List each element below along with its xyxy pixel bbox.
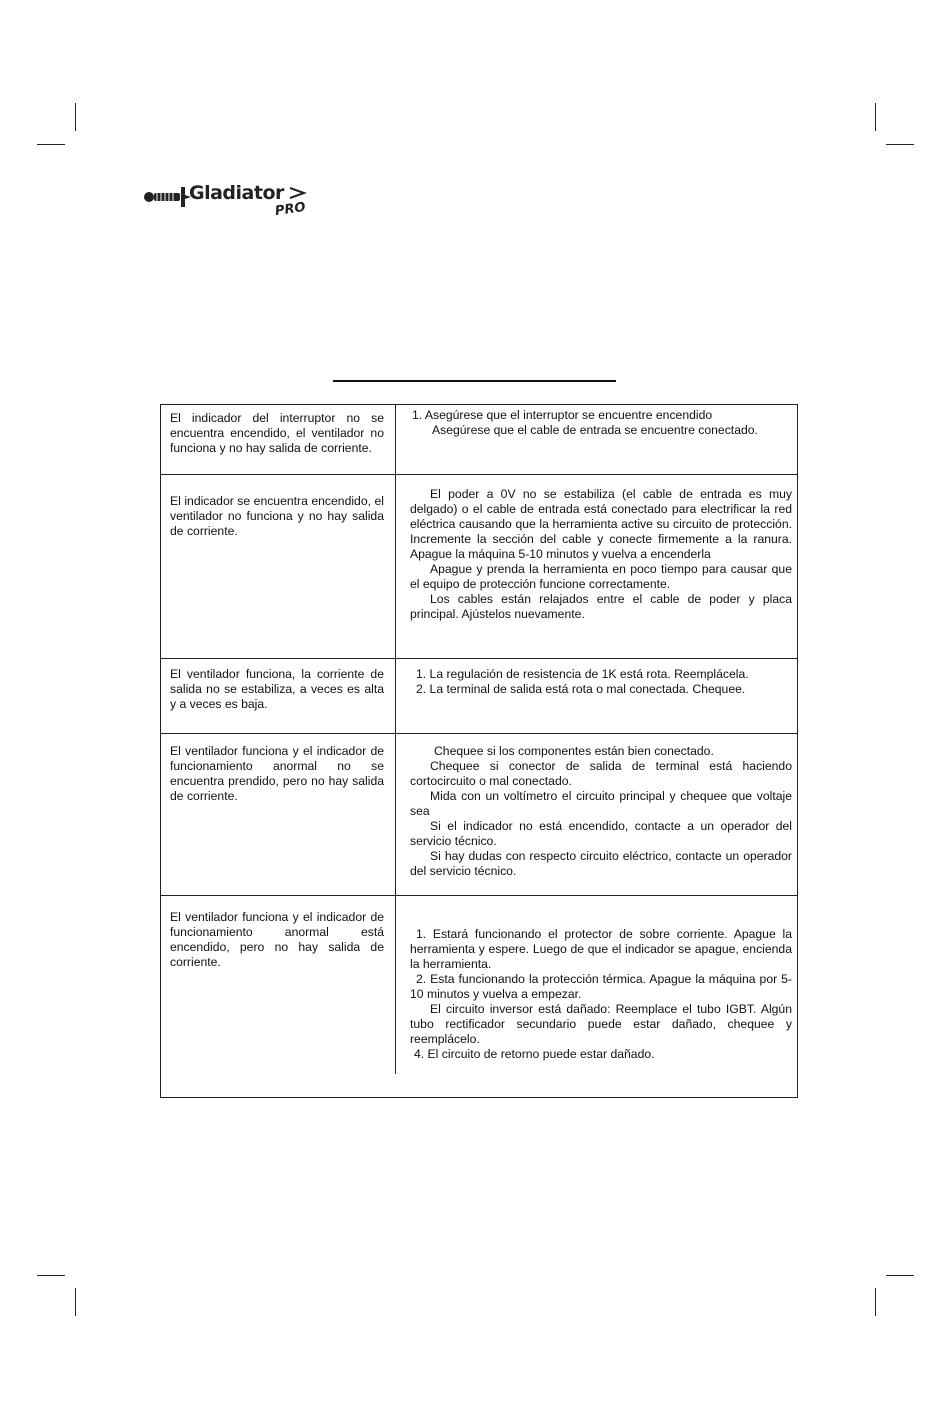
crop-mark	[37, 1275, 65, 1276]
solution-line: 1. Estará funcionando el protector de sobre corriente. Apague la herramienta y espere. Luego de que el indicador se apague, encienda la herramienta.	[410, 927, 792, 971]
solution-line: El poder a 0V no se estabiliza (el cable de entrada es muy delgado) o el cable de entrada está conectado para electrificar la red eléctrica causando que la herramienta active su circuito de protección. Incremente la sección del cable y conecte firmemente a la ranura. Apague la máquina 5-10 minutos y vuelva a encenderla	[410, 487, 792, 561]
solution-line: 4. El circuito de retorno puede estar dañado.	[414, 1047, 655, 1061]
solution-line: Asegúrese que el cable de entrada se encuentre conectado.	[432, 423, 758, 437]
brand-logo	[143, 182, 313, 224]
crop-mark	[37, 144, 65, 145]
solution-line: Si el indicador no está encendido, contacte a un operador del servicio técnico.	[410, 819, 792, 848]
crop-mark	[875, 1288, 876, 1316]
crop-mark	[75, 103, 76, 131]
problem-cell: El indicador se encuentra encendido, el ventilador no funciona y no hay salida de corriente.	[170, 494, 384, 538]
problem-cell: El indicador del interruptor no se encuentra encendido, el ventilador no funciona y no hay salida de corriente.	[170, 411, 384, 455]
solution-cell	[410, 927, 792, 1062]
title-rule	[333, 380, 616, 382]
crop-mark	[75, 1288, 76, 1316]
problem-cell: El ventilador funciona, la corriente de salida no se estabiliza, a veces es alta y a veces es baja.	[170, 667, 384, 711]
solution-line: 1. La regulación de resistencia de 1K está rota. Reemplácela.	[416, 667, 749, 681]
solution-cell	[410, 487, 792, 622]
solution-line: Los cables están relajados entre el cable de poder y placa principal. Ajústelos nuevamente.	[410, 592, 792, 621]
arrow-icon	[288, 186, 308, 200]
solution-line: 2. La terminal de salida está rota o mal conectada. Chequee.	[416, 682, 746, 696]
brand-name: Gladiator	[189, 182, 284, 204]
solution-line: Mida con un voltímetro el circuito principal y chequee que voltaje sea	[410, 789, 792, 818]
sword-icon	[143, 185, 191, 209]
problem-cell: El ventilador funciona y el indicador de funcionamiento anormal está encendido, pero no hay salida de corriente.	[170, 910, 384, 969]
crop-mark	[875, 103, 876, 131]
solution-cell	[410, 667, 792, 697]
problem-cell: El ventilador funciona y el indicador de funcionamiento anormal no se encuentra prendido, pero no hay salida de corriente.	[170, 744, 384, 803]
solution-line: Chequee si conector de salida de terminal está haciendo cortocircuito o mal conectado.	[410, 759, 792, 788]
solution-line: El circuito inversor está dañado: Reemplace el tubo IGBT. Algún tubo rectificador secundario puede estar dañado, chequee y reemplácelo.	[410, 1002, 792, 1046]
brand-sub: PRO	[274, 199, 307, 220]
crop-mark	[886, 144, 914, 145]
solution-line: Si hay dudas con respecto circuito eléctrico, contacte un operador del servicio técnico.	[410, 849, 792, 878]
solution-line: Chequee si los componentes están bien conectado.	[434, 744, 714, 758]
solution-line: 1. Asegúrese que el interruptor se encuentre encendido	[412, 408, 713, 422]
crop-mark	[886, 1275, 914, 1276]
solution-line: Apague y prenda la herramienta en poco tiempo para causar que el equipo de protección funcione correctamente.	[410, 562, 792, 591]
solution-line: 2. Esta funcionando la protección térmica. Apague la máquina por 5-10 minutos y vuelva a empezar.	[410, 972, 792, 1001]
solution-cell	[410, 408, 792, 438]
solution-cell	[410, 744, 792, 879]
